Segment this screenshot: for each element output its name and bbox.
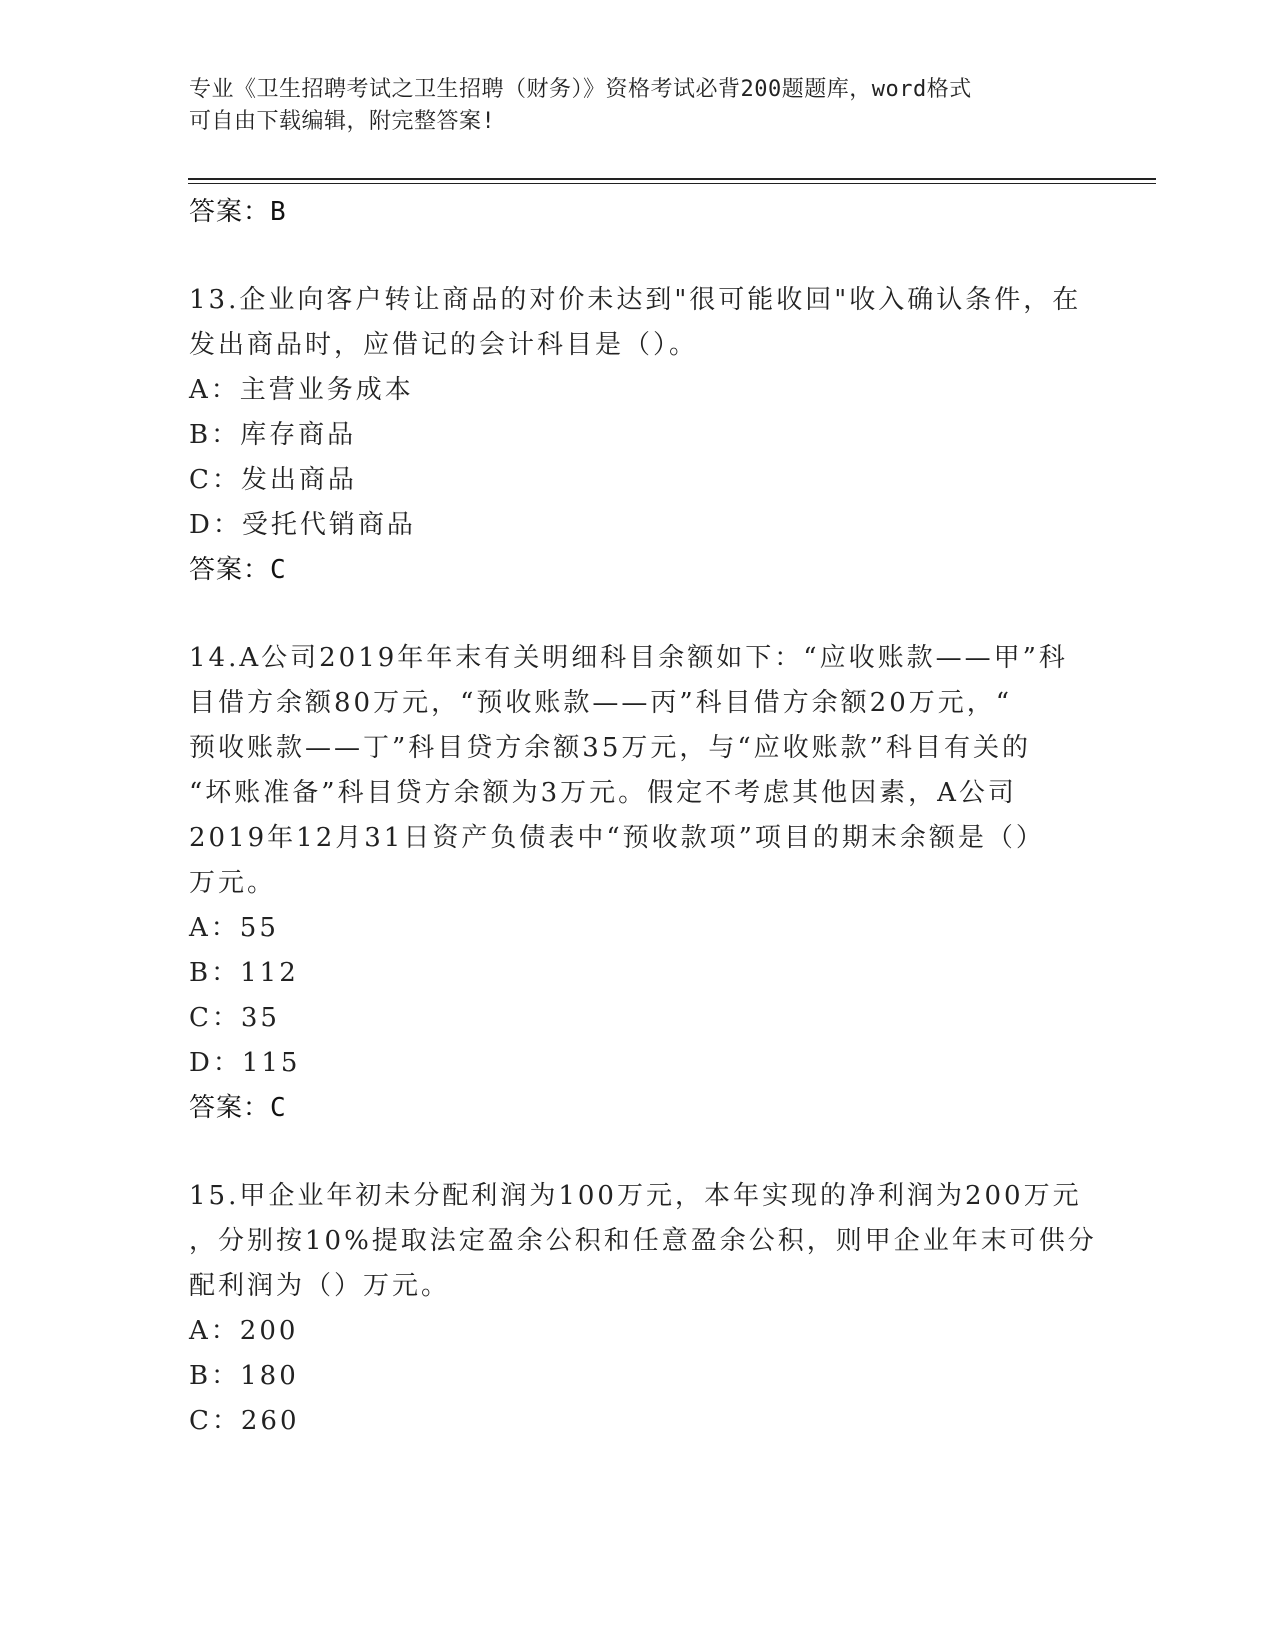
question-text-line: 配利润为（）万元。 xyxy=(189,1271,451,1301)
question-text-line: 2019年12月31日资产负债表中“预收款项”项目的期末余额是（） xyxy=(189,823,1045,853)
answer-value: B xyxy=(270,197,287,227)
question-content xyxy=(189,190,1097,1444)
page-header xyxy=(189,74,1089,138)
question-15-option-c: C：260 xyxy=(189,1406,300,1436)
header-divider-thin xyxy=(188,183,1156,184)
answer-label: 答案： xyxy=(189,555,271,585)
question-text-line: ，分别按10%提取法定盈余公积和任意盈余公积，则甲企业年末可供分 xyxy=(189,1226,1097,1256)
question-14 xyxy=(189,636,1089,906)
header-title-line-2: 可自由下载编辑，附完整答案! xyxy=(189,109,496,134)
question-15 xyxy=(189,1174,1097,1309)
question-13-answer xyxy=(189,548,1089,592)
question-14-option-a: A：55 xyxy=(189,913,279,943)
header-divider-thick xyxy=(188,178,1156,180)
question-text-line: 13.企业向客户转让商品的对价未达到"很可能收回"收入确认条件，在 xyxy=(189,285,1082,315)
question-gap xyxy=(189,592,1089,636)
question-text-line: 发出商品时，应借记的会计科目是（）。 xyxy=(189,330,699,360)
question-text-line: 万元。 xyxy=(189,868,277,898)
question-13-option-d: D：受托代销商品 xyxy=(189,510,416,540)
question-text-line: “坏账准备”科目贷方余额为3万元。假定不考虑其他因素，A公司 xyxy=(189,778,1017,808)
answer-value: C xyxy=(270,555,287,585)
question-14-option-b: B：112 xyxy=(189,958,299,988)
question-13-option-a: A：主营业务成本 xyxy=(189,375,414,405)
question-14-option-d: D：115 xyxy=(189,1048,301,1078)
question-15-option-b: B：180 xyxy=(189,1361,299,1391)
question-15-option-a: A：200 xyxy=(189,1316,299,1346)
question-gap xyxy=(189,234,1089,278)
previous-answer xyxy=(189,190,1089,234)
question-text-line: 目借方余额80万元，“预收账款——丙”科目借方余额20万元，“ xyxy=(189,688,1013,718)
question-gap xyxy=(189,1130,1089,1174)
question-13-option-c: C：发出商品 xyxy=(189,465,357,495)
question-14-option-c: C：35 xyxy=(189,1003,280,1033)
question-text-line: 14.A公司2019年年末有关明细科目余额如下：“应收账款——甲”科 xyxy=(189,643,1068,673)
header-title-line-1: 专业《卫生招聘考试之卫生招聘（财务）》资格考试必背200题题库，word格式 xyxy=(189,77,972,102)
question-14-answer xyxy=(189,1086,1089,1130)
answer-value: C xyxy=(270,1093,287,1123)
question-13 xyxy=(189,278,1089,368)
question-text-line: 预收账款——丁”科目贷方余额35万元，与“应收账款”科目有关的 xyxy=(189,733,1031,763)
question-text-line: 15.甲企业年初未分配利润为100万元，本年实现的净利润为200万元 xyxy=(189,1181,1082,1211)
question-13-option-b: B：库存商品 xyxy=(189,420,357,450)
answer-label: 答案： xyxy=(189,197,271,227)
answer-label: 答案： xyxy=(189,1093,271,1123)
